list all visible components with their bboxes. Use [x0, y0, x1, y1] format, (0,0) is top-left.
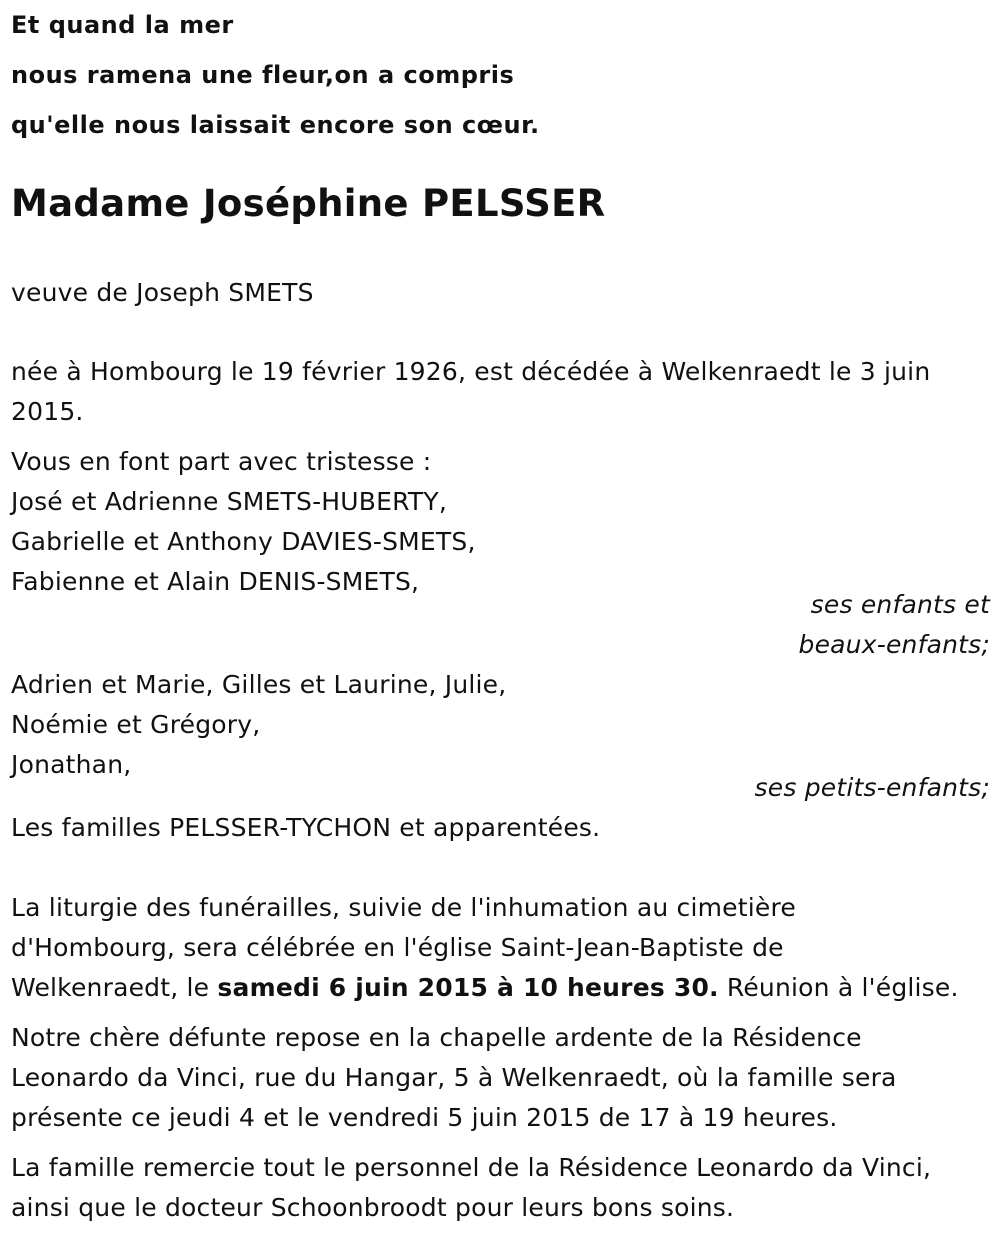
- liturgy-line-3-post: Réunion à l'église.: [718, 973, 959, 1002]
- thanks-line-1: La famille remercie tout le personnel de la Résidence Leonardo da Vinci,: [11, 1153, 932, 1182]
- grandchildren-role: ses petits-enfants;: [754, 773, 990, 802]
- liturgy-line-3: [11, 973, 959, 1003]
- grandchild-line-3: Jonathan,: [11, 750, 132, 779]
- poem-line-1: Et quand la mer: [11, 11, 234, 39]
- child-line-3: Fabienne et Alain DENIS-SMETS,: [11, 567, 420, 596]
- chapel-line-2: Leonardo da Vinci, rue du Hangar, 5 à Welkenraedt, où la famille sera: [11, 1063, 897, 1092]
- families-line: Les familles PELSSER-TYCHON et apparentées.: [11, 813, 601, 842]
- chapel-line-3: présente ce jeudi 4 et le vendredi 5 juin 2015 de 17 à 19 heures.: [11, 1103, 838, 1132]
- child-line-2: Gabrielle et Anthony DAVIES-SMETS,: [11, 527, 476, 556]
- children-role-line-2: beaux-enfants;: [798, 630, 990, 659]
- poem-line-3: qu'elle nous laissait encore son cœur.: [11, 111, 540, 139]
- liturgy-line-3-pre: Welkenraedt, le: [11, 973, 218, 1002]
- child-line-1: José et Adrienne SMETS-HUBERTY,: [11, 487, 447, 516]
- children-role-line-1: ses enfants et: [810, 590, 990, 619]
- widow-line: veuve de Joseph SMETS: [11, 278, 314, 307]
- funeral-date-time: samedi 6 juin 2015 à 10 heures 30.: [217, 973, 719, 1002]
- deceased-name: Madame Joséphine PELSSER: [11, 182, 606, 225]
- announce-line: Vous en font part avec tristesse :: [11, 447, 432, 476]
- poem-line-2: nous ramena une fleur,on a compris: [11, 61, 515, 89]
- chapel-line-1: Notre chère défunte repose en la chapelle ardente de la Résidence: [11, 1023, 862, 1052]
- grandchild-line-2: Noémie et Grégory,: [11, 710, 261, 739]
- liturgy-line-1: La liturgie des funérailles, suivie de l'inhumation au cimetière: [11, 893, 797, 922]
- liturgy-line-2: d'Hombourg, sera célébrée en l'église Saint-Jean-Baptiste de: [11, 933, 784, 962]
- birth-death-line-1: née à Hombourg le 19 février 1926, est décédée à Welkenraedt le 3 juin: [11, 357, 931, 386]
- thanks-line-2: ainsi que le docteur Schoonbroodt pour leurs bons soins.: [11, 1193, 735, 1222]
- grandchild-line-1: Adrien et Marie, Gilles et Laurine, Julie,: [11, 670, 507, 699]
- birth-death-line-2: 2015.: [11, 397, 84, 426]
